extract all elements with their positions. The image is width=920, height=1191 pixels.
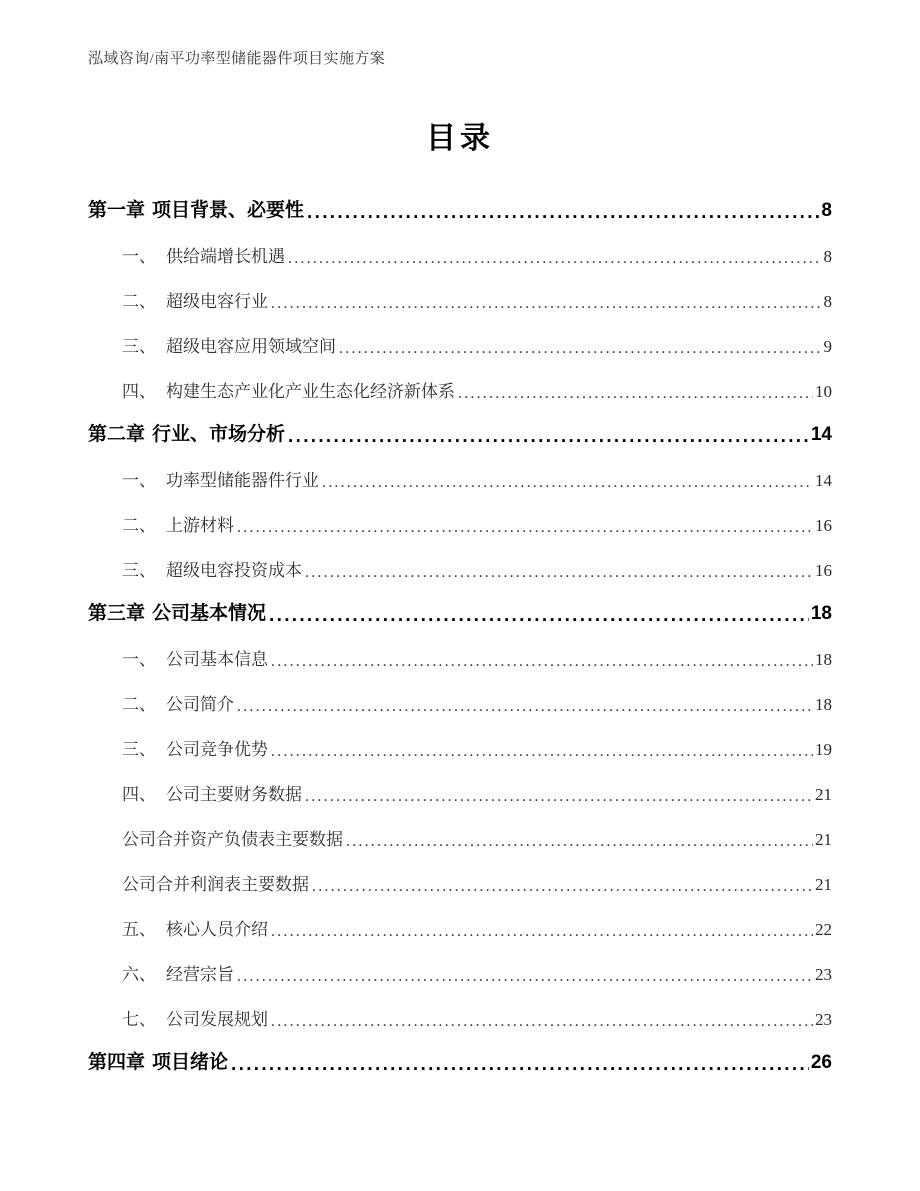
toc-section-row[interactable] xyxy=(88,536,832,581)
toc-entry-label xyxy=(122,915,268,940)
toc-page-number: 18 xyxy=(815,695,832,714)
toc-entry-number: 一、 xyxy=(122,650,156,669)
toc-dot-leader xyxy=(305,788,813,805)
toc-entry-label xyxy=(122,556,302,581)
toc-entry-number: 三、 xyxy=(122,561,156,580)
toc-entry-label xyxy=(122,242,285,267)
toc-entry-label xyxy=(122,690,234,715)
toc-entry-text: 超级电容投资成本 xyxy=(166,561,302,580)
toc-section-row[interactable] xyxy=(88,715,832,760)
toc-dot-leader xyxy=(231,1055,809,1074)
toc-page-number: 9 xyxy=(823,337,832,356)
toc-section-row[interactable] xyxy=(88,267,832,312)
toc-page-number: 26 xyxy=(810,1052,832,1073)
toc-entry-number: 七、 xyxy=(122,1010,156,1029)
toc-entry-number: 第二章 xyxy=(88,424,146,445)
toc-entry-number: 五、 xyxy=(122,920,156,939)
toc-entry-label xyxy=(122,645,268,670)
toc-dot-leader xyxy=(271,295,822,312)
toc-page-number: 23 xyxy=(815,965,832,984)
toc-page-number: 14 xyxy=(810,424,832,445)
toc-entry-number: 四、 xyxy=(122,382,156,401)
toc-section-row[interactable] xyxy=(88,760,832,805)
toc-page-number: 14 xyxy=(815,471,832,490)
toc-entry-label xyxy=(122,825,343,850)
toc-entry-label xyxy=(122,377,455,402)
toc-entry-text: 经营宗旨 xyxy=(166,965,234,984)
toc-dot-leader xyxy=(339,340,822,357)
toc-entry-text: 供给端增长机遇 xyxy=(166,247,285,266)
toc-chapter-row[interactable] xyxy=(88,178,832,222)
toc-entry-text: 超级电容行业 xyxy=(166,292,268,311)
toc-entry-text: 功率型储能器件行业 xyxy=(166,471,319,490)
toc-entry-text: 公司竞争优势 xyxy=(166,740,268,759)
toc-page-number: 23 xyxy=(815,1010,832,1029)
toc-section-row[interactable] xyxy=(88,491,832,536)
toc-dot-leader xyxy=(269,606,809,625)
toc-entry-text: 公司基本情况 xyxy=(152,603,267,624)
toc-dot-leader xyxy=(288,427,809,446)
toc-dot-leader xyxy=(305,564,813,581)
toc-entry-label xyxy=(122,870,309,895)
toc-entry-number: 第四章 xyxy=(88,1052,146,1073)
toc-dot-leader xyxy=(346,833,813,850)
toc-entry-number: 四、 xyxy=(122,785,156,804)
toc-section-row[interactable] xyxy=(88,222,832,267)
toc-entry-text: 公司简介 xyxy=(166,695,234,714)
toc-entry-label xyxy=(88,195,304,222)
toc-entry-text: 公司发展规划 xyxy=(166,1010,268,1029)
toc-section-row[interactable] xyxy=(88,312,832,357)
toc-entry-text: 项目背景、必要性 xyxy=(152,200,305,221)
toc-section-row[interactable] xyxy=(88,850,832,895)
table-of-contents xyxy=(88,178,832,1074)
toc-page-number: 8 xyxy=(821,200,832,221)
toc-entry-text: 项目绪论 xyxy=(152,1052,229,1073)
toc-chapter-row[interactable] xyxy=(88,1030,832,1074)
toc-section-row[interactable] xyxy=(88,357,832,402)
toc-entry-text: 上游材料 xyxy=(166,516,234,535)
toc-entry-label xyxy=(122,735,268,760)
toc-dot-leader xyxy=(271,743,813,760)
toc-page-number: 22 xyxy=(815,920,832,939)
toc-section-row[interactable] xyxy=(88,446,832,491)
toc-page-number: 10 xyxy=(815,382,832,401)
toc-dot-leader xyxy=(312,878,813,895)
toc-section-row[interactable] xyxy=(88,625,832,670)
toc-entry-label xyxy=(122,511,234,536)
toc-dot-leader xyxy=(288,250,822,267)
toc-entry-label xyxy=(122,287,268,312)
toc-entry-number: 六、 xyxy=(122,965,156,984)
toc-section-row[interactable] xyxy=(88,940,832,985)
toc-entry-number: 一、 xyxy=(122,247,156,266)
toc-entry-label xyxy=(122,1005,268,1030)
toc-entry-text: 公司合并资产负债表主要数据 xyxy=(122,830,343,849)
toc-entry-number: 二、 xyxy=(122,695,156,714)
toc-entry-text: 构建生态产业化产业生态化经济新体系 xyxy=(166,382,455,401)
toc-entry-label xyxy=(88,598,266,625)
toc-entry-number: 二、 xyxy=(122,516,156,535)
toc-entry-number: 一、 xyxy=(122,471,156,490)
toc-dot-leader xyxy=(271,653,813,670)
toc-dot-leader xyxy=(458,385,813,402)
toc-page-number: 21 xyxy=(815,785,832,804)
toc-dot-leader xyxy=(237,519,813,536)
toc-entry-text: 超级电容应用领域空间 xyxy=(166,337,336,356)
toc-chapter-row[interactable] xyxy=(88,581,832,625)
toc-entry-number: 第三章 xyxy=(88,603,146,624)
toc-page-number: 18 xyxy=(810,603,832,624)
toc-entry-label xyxy=(122,780,302,805)
toc-entry-number: 三、 xyxy=(122,337,156,356)
toc-page-number: 21 xyxy=(815,830,832,849)
toc-page-number: 19 xyxy=(815,740,832,759)
toc-entry-number: 二、 xyxy=(122,292,156,311)
toc-dot-leader xyxy=(322,474,813,491)
toc-section-row[interactable] xyxy=(88,670,832,715)
toc-page-number: 8 xyxy=(823,292,832,311)
toc-chapter-row[interactable] xyxy=(88,402,832,446)
toc-entry-text: 公司基本信息 xyxy=(166,650,268,669)
toc-entry-label xyxy=(122,332,336,357)
toc-entry-label xyxy=(122,466,319,491)
page-title: 目录 xyxy=(426,122,494,155)
toc-entry-text: 公司合并利润表主要数据 xyxy=(122,875,309,894)
running-header: 泓域咨询/南平功率型储能器件项目实施方案 xyxy=(88,51,386,67)
toc-entry-label xyxy=(88,419,285,446)
toc-dot-leader xyxy=(271,1013,813,1030)
toc-entry-number: 第一章 xyxy=(88,200,146,221)
toc-section-row[interactable] xyxy=(88,805,832,850)
toc-section-row[interactable] xyxy=(88,895,832,940)
toc-entry-number: 三、 xyxy=(122,740,156,759)
toc-page-number: 16 xyxy=(815,561,832,580)
toc-dot-leader xyxy=(237,698,813,715)
toc-page-number: 21 xyxy=(815,875,832,894)
toc-page-number: 18 xyxy=(815,650,832,669)
toc-entry-text: 公司主要财务数据 xyxy=(166,785,302,804)
toc-dot-leader xyxy=(271,923,813,940)
toc-dot-leader xyxy=(307,203,819,222)
toc-page-number: 8 xyxy=(823,247,832,266)
toc-entry-label xyxy=(122,960,234,985)
toc-entry-label xyxy=(88,1047,228,1074)
toc-entry-text: 行业、市场分析 xyxy=(152,424,286,445)
toc-entry-text: 核心人员介绍 xyxy=(166,920,268,939)
toc-dot-leader xyxy=(237,968,813,985)
toc-page-number: 16 xyxy=(815,516,832,535)
toc-section-row[interactable] xyxy=(88,985,832,1030)
